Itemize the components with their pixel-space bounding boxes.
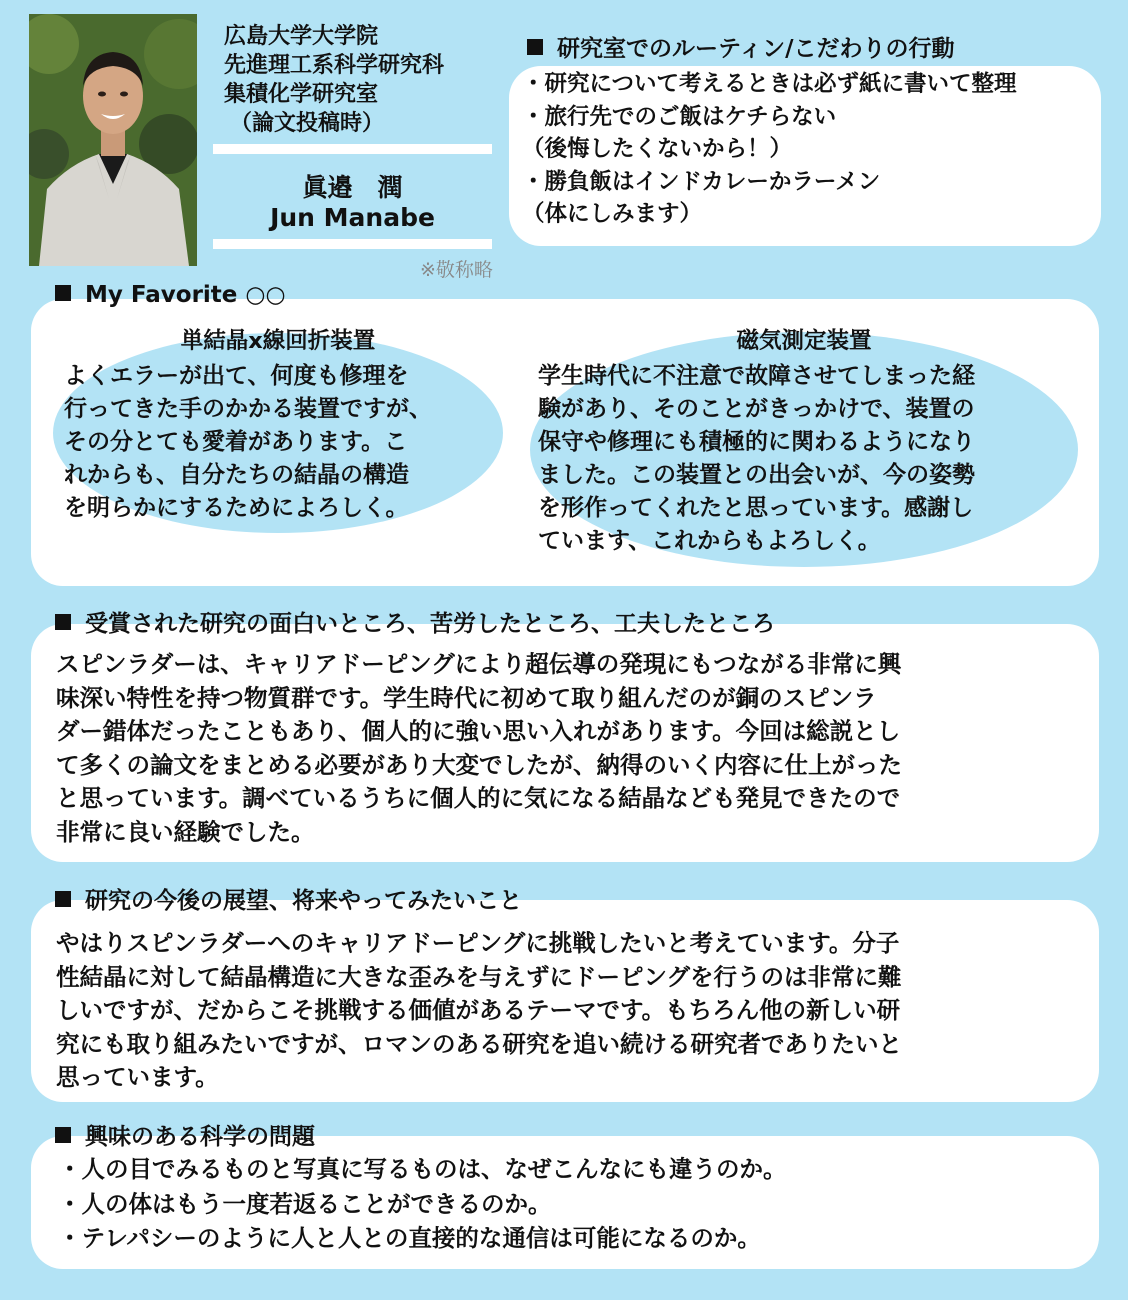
- list-item: ・テレパシーのように人と人との直接的な通信は可能になるのか。: [58, 1224, 761, 1252]
- honorific-note: ※敬称略: [420, 259, 493, 281]
- square-bullet-icon: [527, 39, 543, 55]
- text-line: 験があり、そのことがきっかけで、装置の: [538, 396, 975, 422]
- text-line: スピンラダーは、キャリアドーピングにより超伝導の発現にもつながる非常に興: [56, 650, 902, 678]
- science-heading: [55, 1118, 315, 1151]
- square-bullet-icon: [55, 614, 71, 630]
- routine-heading-text: 研究室でのルーティン/こだわりの行動: [557, 36, 955, 62]
- text-line: やはりスピンラダーへのキャリアドーピングに挑戦したいと考えています。分子: [56, 929, 900, 957]
- affiliation-line: （論文投稿時）: [230, 111, 385, 136]
- list-item: ・人の体はもう一度若返ることができるのか。: [58, 1189, 552, 1218]
- text-line: 性結晶に対して結晶構造に大きな歪みを与えずにドーピングを行うのは非常に難: [56, 962, 902, 991]
- square-bullet-icon: [55, 1127, 71, 1143]
- routine-heading: [527, 30, 955, 63]
- list-item: ・研究について考えるときは必ず紙に書いて整理: [522, 71, 1017, 97]
- future-text: [56, 927, 902, 1095]
- affiliation-line: 先進理工系科学研究科: [224, 53, 445, 78]
- square-bullet-icon: [55, 285, 71, 301]
- text-line: 非常に良い経験でした。: [56, 817, 315, 846]
- text-line: ダー錯体だったこともあり、個人的に強い思い入れがあります。今回は総説とし: [56, 717, 901, 745]
- favorite-heading: [55, 282, 286, 308]
- text-line: れからも、自分たちの結晶の構造: [64, 462, 409, 488]
- text-line: よくエラーが出て、何度も修理を: [64, 363, 409, 389]
- square-bullet-icon: [55, 891, 71, 907]
- text-line: 味深い特性を持つ物質群です。学生時代に初めて取り組んだのが銅のスピンラ: [56, 683, 877, 712]
- list-item: （後悔したくないから！）: [522, 136, 793, 162]
- list-item: ・勝負飯はインドカレーかラーメン: [522, 168, 881, 195]
- name-english: Jun Manabe: [270, 203, 435, 232]
- text-line: を明らかにするためによろしく。: [64, 495, 409, 521]
- award-text: [56, 648, 902, 849]
- text-line: て多くの論文をまとめる必要があり大変でしたが、納得のいく内容に仕上がった: [56, 750, 902, 779]
- text-line: と思っています。調べているうちに個人的に気になる結晶なども発見できたので: [56, 784, 901, 812]
- future-heading-text: 研究の今後の展望、将来やってみたいこと: [85, 888, 522, 914]
- science-list: [58, 1152, 787, 1256]
- text-line: しいですが、だからこそ挑戦する価値があるテーマです。もちろん他の新しい研: [56, 996, 901, 1024]
- affiliation: [224, 22, 444, 138]
- routine-list: [522, 68, 1017, 231]
- list-item: ・旅行先でのご飯はケチらない: [522, 103, 837, 130]
- name-japanese: 眞邉 潤: [302, 173, 403, 202]
- favorite-text: [64, 360, 494, 525]
- profile-photo: [29, 14, 197, 266]
- future-heading: [55, 882, 522, 915]
- favorite-title: 単結晶x線回折装置: [180, 328, 376, 354]
- list-item: ・人の目でみるものと写真に写るものは、なぜこんなにも違うのか。: [58, 1155, 787, 1183]
- favorite-heading-text: My Favorite ○○: [85, 282, 286, 308]
- text-line: 思っています。: [56, 1063, 219, 1091]
- affiliation-line: 集積化学研究室: [224, 82, 379, 107]
- science-heading-text: 興味のある科学の問題: [85, 1124, 315, 1150]
- text-line: ています、これからもよろしく。: [538, 528, 881, 554]
- text-line: 究にも取り組みたいですが、ロマンのある研究を追い続ける研究者でありたいと: [56, 1029, 902, 1058]
- award-heading: [55, 605, 775, 638]
- divider: [213, 144, 492, 154]
- text-line: 行ってきた手のかかる装置ですが、: [64, 396, 432, 422]
- text-line: 保守や修理にも積極的に関わるようになり: [538, 429, 975, 455]
- award-heading-text: 受賞された研究の面白いところ、苦労したところ、工夫したところ: [85, 611, 775, 637]
- favorite-text: [538, 360, 1074, 558]
- text-line: ました。この装置との出会いが、今の姿勢: [538, 462, 975, 488]
- divider: [213, 239, 492, 249]
- text-line: 学生時代に不注意で故障させてしまった経: [538, 363, 975, 389]
- text-line: を形作ってくれたと思っています。感謝し: [538, 495, 974, 521]
- list-item: （体にしみます）: [522, 201, 703, 227]
- favorite-title: 磁気測定装置: [736, 328, 872, 354]
- affiliation-line: 広島大学大学院: [224, 24, 379, 49]
- text-line: その分とても愛着があります。こ: [64, 429, 408, 455]
